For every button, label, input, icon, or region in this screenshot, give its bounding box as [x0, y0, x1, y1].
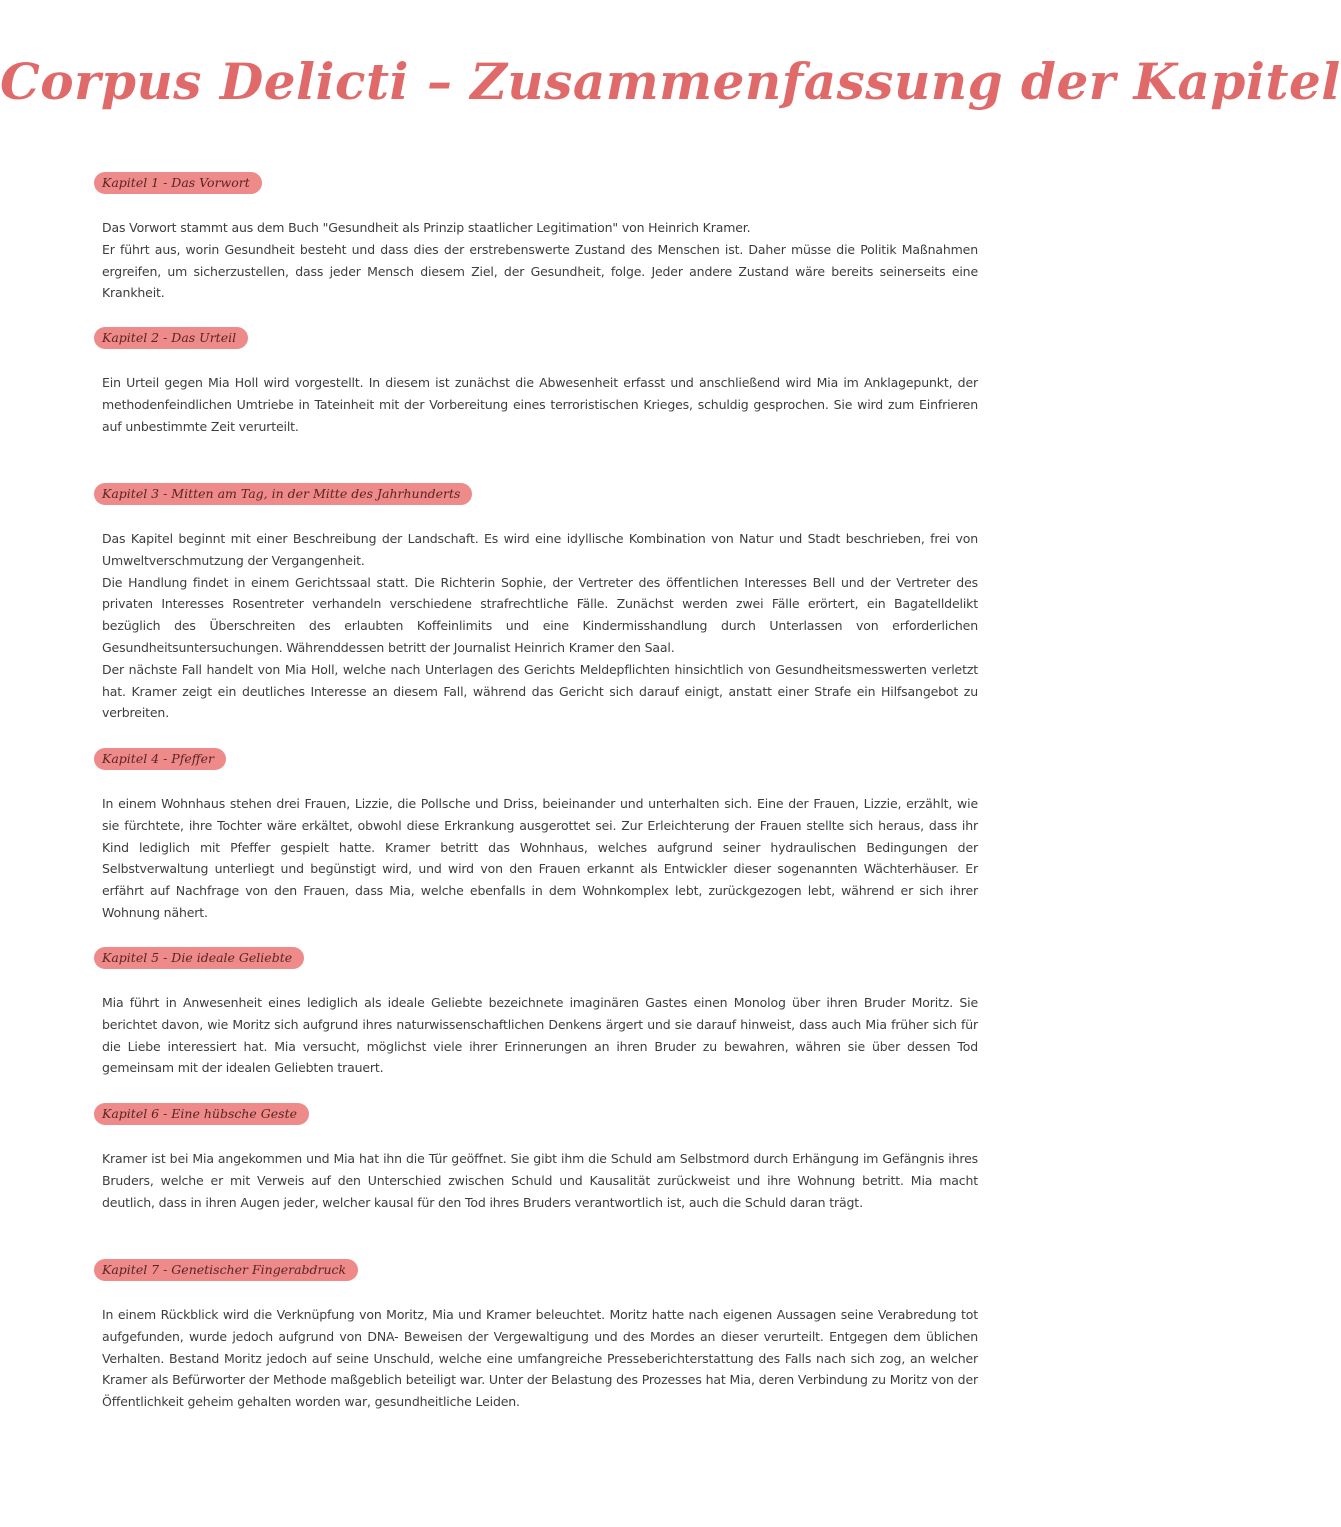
chapter-paragraph: Die Handlung findet in einem Gerichtssaal statt. Die Richterin Sophie, der Vertreter des öffentlichen Interesses Bell und der Vertreter des privaten Interesses Rosentreter verhandeln verschiedene strafrechtliche Fälle. Zunächst werden zwei Fälle erörtert, ein Bagatelldelikt bezüglich des Überschreiten des erlaubten Koffeinlimits und eine Kindermisshandlung durch Unterlassen von erforderlichen Gesundheitsuntersuchungen. Währenddessen betritt der Journalist Heinrich Kramer den Saal.	[102, 574, 978, 655]
chapter-heading: Kapitel 6 - Eine hübsche Geste	[94, 1103, 309, 1125]
chapter-7	[102, 1259, 978, 1413]
chapter-heading: Kapitel 1 - Das Vorwort	[94, 172, 262, 194]
page-title: Corpus Delicti – Zusammenfassung der Kapitel	[0, 52, 1341, 111]
chapter-3	[102, 483, 978, 724]
chapter-heading: Kapitel 4 - Pfeffer	[94, 748, 226, 770]
chapter-heading: Kapitel 2 - Das Urteil	[94, 327, 248, 349]
chapter-heading: Kapitel 5 - Die ideale Geliebte	[94, 947, 304, 969]
chapter-paragraph: Das Kapitel beginnt mit einer Beschreibung der Landschaft. Es wird eine idyllische Kombination von Natur und Stadt beschrieben, frei von Umweltverschmutzung der Vergangenheit.	[102, 531, 978, 568]
chapter-paragraph: In einem Rückblick wird die Verknüpfung von Moritz, Mia und Kramer beleuchtet. Moritz hatte nach eigenen Aussagen seine Verabredung tot aufgefunden, wurde jedoch aufgrund von DNA- Beweisen der Vergewaltigung und des Mordes an dieser verurteilt. Entgegen dem üblichen Verhalten. Bestand Moritz jedoch auf seine Unschuld, welche eine umfangreiche Presseberichterstattung des Falls nach sich zog, an welcher Kramer als Befürworter der Methode maßgeblich beteiligt war. Unter der Belastung des Prozesses hat Mia, deren Verbindung zu Moritz von der Öffentlichkeit geheim gehalten worden war, gesundheitliche Leiden.	[102, 1307, 978, 1410]
chapter-2	[102, 327, 978, 437]
chapter-heading: Kapitel 7 - Genetischer Fingerabdruck	[94, 1259, 358, 1281]
chapter-paragraph: Das Vorwort stammt aus dem Buch "Gesundheit als Prinzip staatlicher Legitimation" von Heinrich Kramer.	[102, 220, 751, 235]
chapter-paragraph: Ein Urteil gegen Mia Holl wird vorgestellt. In diesem ist zunächst die Abwesenheit erfasst und anschließend wird Mia im Anklagepunkt, der methodenfeindlichen Umtriebe in Tateinheit mit der Vorbereitung eines terroristischen Krieges, schuldig gesprochen. Sie wird zum Einfrieren auf unbestimmte Zeit verurteilt.	[102, 375, 978, 434]
chapter-heading: Kapitel 3 - Mitten am Tag, in der Mitte des Jahrhunderts	[94, 483, 472, 505]
chapter-paragraph: Der nächste Fall handelt von Mia Holl, welche nach Unterlagen des Gerichts Meldepflichten hinsichtlich von Gesundheitsmesswerten verletzt hat. Kramer zeigt ein deutliches Interesse an diesem Fall, während das Gericht sich darauf einigt, anstatt einer Strafe ein Hilfsangebot zu verbreiten.	[102, 661, 978, 721]
chapter-paragraph: Mia führt in Anwesenheit eines lediglich als ideale Geliebte bezeichnete imaginären Gastes einen Monolog über ihren Bruder Moritz. Sie berichtet davon, wie Moritz sich aufgrund ihres naturwissenschaftlichen Denkens ärgert und sie darauf hinweist, dass auch Mia früher sich für die Liebe interessiert hat. Mia versucht, möglichst viele ihrer Erinnerungen an ihren Bruder zu bewahren, währen sie über dessen Tod gemeinsam mit der idealen Geliebten trauert.	[102, 995, 978, 1076]
chapter-4	[102, 748, 978, 924]
chapter-paragraph: In einem Wohnhaus stehen drei Frauen, Lizzie, die Pollsche und Driss, beieinander und unterhalten sich. Eine der Frauen, Lizzie, erzählt, wie sie fürchtete, ihre Tochter wäre erkältet, obwohl diese Erkrankung ausgerottet sei. Zur Erleichterung der Frauen stellte sich heraus, dass ihr Kind lediglich mit Pfeffer gespielt hatte. Kramer betritt das Wohnhaus, welches aufgrund seiner hydraulischen Bedingungen der Selbstverwaltung unterliegt und begünstigt wird, und wird von den Frauen erkannt als Entwickler dieser sogenannten Wächterhäuser. Er erfährt auf Nachfrage von den Frauen, dass Mia, welche ebenfalls in dem Wohnkomplex lebt, zurückgezogen lebt, während er sich ihrer Wohnung nähert.	[102, 796, 978, 920]
chapter-6	[102, 1103, 978, 1213]
chapter-1	[102, 172, 978, 304]
chapter-paragraph: Kramer ist bei Mia angekommen und Mia hat ihn die Tür geöffnet. Sie gibt ihm die Schuld am Selbstmord durch Erhängung im Gefängnis ihres Bruders, welche er mit Verweis auf den Unterschied zwischen Schuld und Kausalität zurückweist und ihre Wohnung betritt. Mia macht deutlich, dass in ihren Augen jeder, welcher kausal für den Tod ihres Bruders verantwortlich ist, auch die Schuld daran trägt.	[102, 1151, 978, 1210]
chapter-5	[102, 947, 978, 1079]
chapter-paragraph: Er führt aus, worin Gesundheit besteht und dass dies der erstrebenswerte Zustand des Menschen ist. Daher müsse die Politik Maßnahmen ergreifen, um sicherzustellen, dass jeder Mensch diesem Ziel, der Gesundheit, folge. Jeder andere Zustand wäre bereits seinerseits eine Krankheit.	[102, 241, 978, 301]
